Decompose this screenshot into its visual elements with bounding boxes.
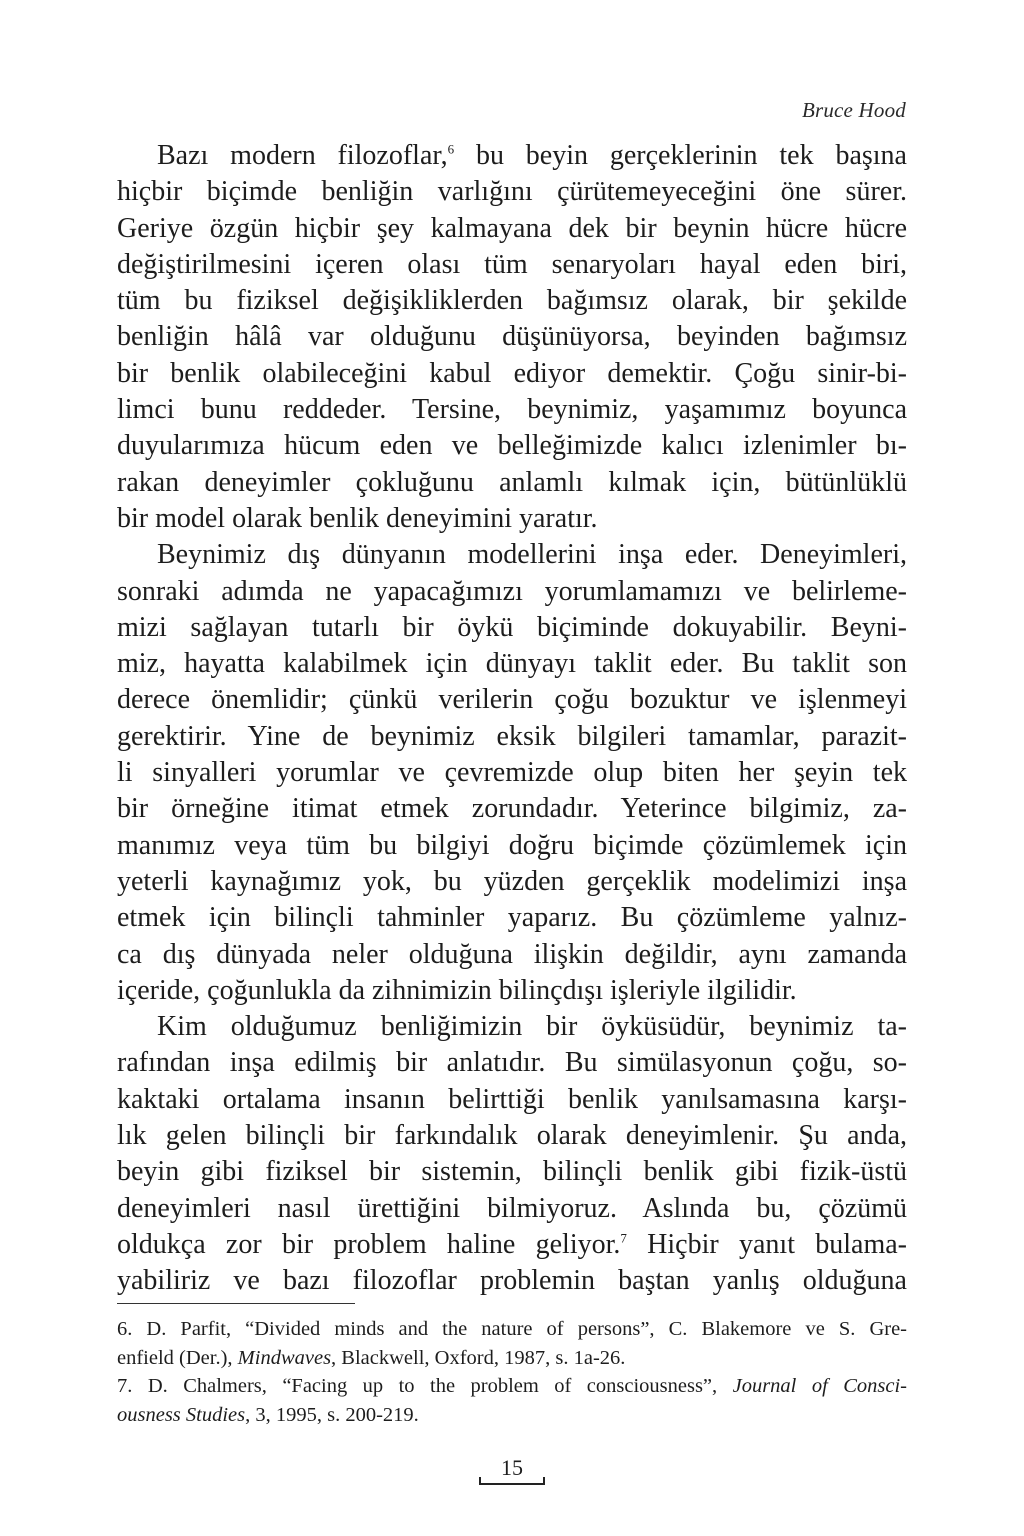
book-title: Mindwaves [237, 1346, 332, 1369]
page-number: 15 [479, 1455, 545, 1485]
text-line: duyularımıza hücum eden ve belleğimizde kalıcı izlenimler bı- [117, 430, 907, 462]
text-line: Kim olduğumuz benliğimizin bir öyküsüdür, beynimiz ta- [157, 1011, 907, 1043]
text-line: ca dış dünyada neler olduğuna ilişkin değildir, aynı zamanda [117, 938, 907, 970]
paragraph-2 [117, 537, 907, 1009]
footnote-line: ousness Studies, 3, 1995, s. 200-219. [117, 1403, 419, 1426]
text-line: benliğin hâlâ var olduğunu düşünüyorsa, beyinden bağımsız [117, 321, 907, 353]
paragraph-1 [117, 138, 907, 537]
text-line: tüm bu fiziksel değişikliklerden bağımsız olarak, bir şekilde [117, 285, 907, 317]
text-line: miz, hayatta kalabilmek için dünyayı taklit eder. Bu taklit son [117, 648, 907, 680]
text-line: sonraki adımda ne yapacağımızı yorumlamamızı ve belirleme- [117, 575, 907, 607]
text-line: değiştirilmesini içeren olası tüm senaryoları hayal eden biri, [117, 248, 907, 280]
text-line: yeterli kaynağımız yok, bu yüzden gerçeklik modelimizi inşa [117, 865, 907, 897]
footnote-ref-7[interactable]: 7 [620, 1230, 627, 1246]
text-line: içeride, çoğunlukla da zihnimizin bilinçdışı işleriyle ilgilidir. [117, 974, 797, 1006]
text-line: mizi sağlayan tutarlı bir öykü biçiminde dokuyabilir. Beyni- [117, 611, 907, 643]
text-line: yabiliriz ve bazı filozoflar problemin baştan yanlış olduğuna [117, 1265, 907, 1297]
text-line: limci bunu reddeder. Tersine, beynimiz, yaşamımız boyunca [117, 394, 907, 426]
footnote-line: enfield (Der.), Mindwaves, Blackwell, Oxford, 1987, s. 1a-26. [117, 1346, 626, 1369]
running-header-author: Bruce Hood [801, 98, 906, 122]
text-line: rafından inşa edilmiş bir anlatıdır. Bu simülasyonun çoğu, so- [117, 1047, 907, 1079]
footnote-line: 7. D. Chalmers, “Facing up to the problem of consciousness”, Journal of Consci- [117, 1375, 907, 1397]
text-line: bir model olarak benlik deneyimini yaratır. [117, 502, 598, 534]
text-line: li sinyalleri yorumlar ve çevremizde olup biten her şeyin tek [117, 757, 907, 789]
footnote-ref-6[interactable]: 6 [447, 141, 455, 157]
text-line: deneyimleri nasıl ürettiğini bilmiyoruz. Aslında bu, çözümü [117, 1192, 907, 1224]
text-line: etmek için bilinçli tahminler yaparız. Bu çözümleme yalnız- [117, 902, 907, 934]
journal-title: Journal of Consci- [732, 1375, 907, 1397]
text-line: lık gelen bilinçli bir farkındalık olarak deneyimlenir. Şu anda, [117, 1120, 907, 1152]
text-line: Bazı modern filozoflar,$^6$ bu beyin gerçeklerinin tek başına [157, 140, 907, 171]
text-line: kaktaki ortalama insanın belirttiği benlik yanılsamasına karşı- [117, 1083, 907, 1115]
text-line: oldukça zor bir problem haline geliyor.$^7$ Hiçbir yanıt bulama- [117, 1228, 907, 1260]
paragraph-3 [117, 1009, 907, 1299]
text-line: bir örneğine itimat etmek zorundadır. Yeterince bilgimiz, za- [117, 793, 907, 825]
text-line: Geriye özgün hiçbir şey kalmayana dek bir beynin hücre hücre [117, 212, 907, 244]
footnote-line: 6. D. Parfit, “Divided minds and the nature of persons”, C. Blakemore ve S. Gre- [117, 1318, 907, 1340]
footnote-divider [117, 1303, 355, 1304]
footnote-6 [117, 1315, 907, 1372]
text-line: manımız veya tüm bu bilgiyi doğru biçimde çözümlemek için [117, 829, 907, 861]
text-line: gerektirir. Yine de beynimiz eksik bilgileri tamamlar, parazit- [117, 720, 907, 752]
text-line: bir benlik olabileceğini kabul ediyor demektir. Çoğu sinir-bi- [117, 357, 907, 389]
page-number-area [0, 1455, 1024, 1485]
journal-title: ousness Studies [117, 1403, 246, 1426]
footnote-7 [117, 1372, 907, 1429]
text-line: rakan deneyimler çokluğunu anlamlı kılmak için, bütünlüklü [117, 466, 907, 498]
text-line: hiçbir biçimde benliğin varlığını çürütemeyeceğini öne sürer. [117, 176, 907, 208]
body-text [117, 138, 907, 1300]
text-line: Beynimiz dış dünyanın modellerini inşa eder. Deneyimleri, [157, 539, 907, 571]
text-line: derece önemlidir; çünkü verilerin çoğu bozuktur ve işlenmeyi [117, 684, 907, 716]
footnotes [117, 1315, 907, 1429]
text-line: beyin gibi fiziksel bir sistemin, bilinçli benlik gibi fizik-üstü [117, 1156, 907, 1188]
